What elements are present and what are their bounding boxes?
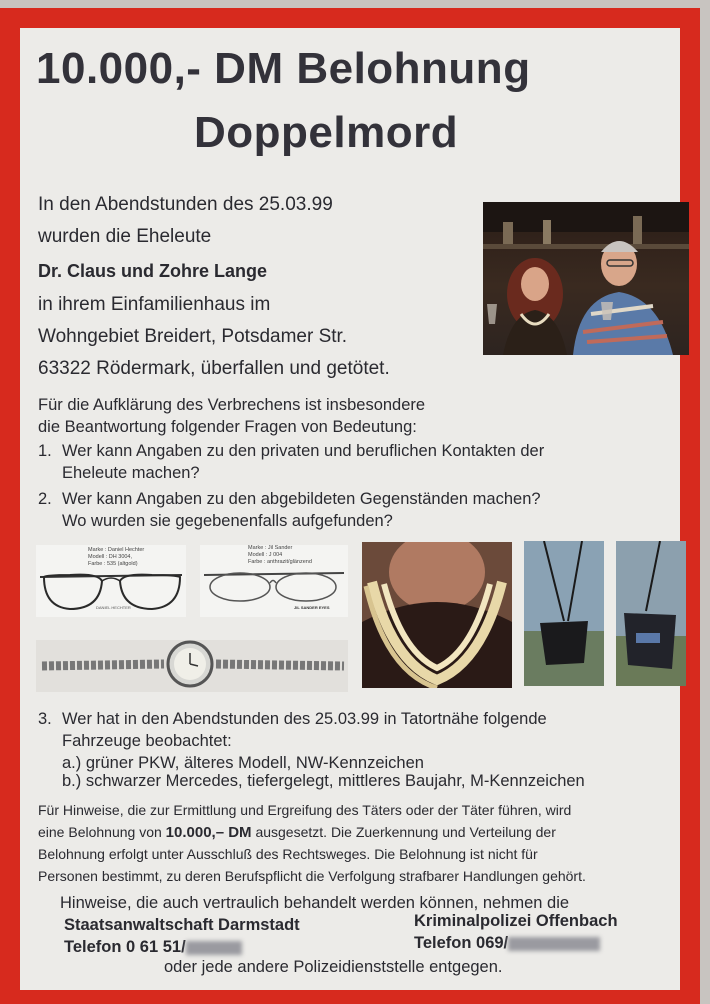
- questions-intro-line-1: Für die Aufklärung des Verbrechens ist insbesondere: [38, 396, 426, 414]
- question-3-number: 3.: [38, 710, 52, 728]
- reward-line-3: Belohnung erfolgt unter Ausschluß des Rechtsweges. Die Belohnung ist nicht für: [38, 846, 538, 862]
- reward-line-4: Personen bestimmt, zu deren Berufspflicht die Verfolgung strafbarer Handlungen gehört.: [38, 868, 586, 884]
- contact-intro: Hinweise, die auch vertraulich behandelt werden können, nehmen die: [60, 894, 570, 912]
- intro-line-2: wurden die Eheleute: [38, 226, 212, 247]
- question-2-line-1: Wer kann Angaben zu den abgebildeten Gegenständen machen?: [62, 490, 541, 508]
- handbag-photo-2: [616, 541, 686, 686]
- glasses-1-label-model: Modell : DH 3004,: [88, 554, 133, 560]
- victim-names: Dr. Claus und Zohre Lange: [38, 261, 268, 281]
- contact-closing: oder jede andere Polizeidienststelle entgegen.: [164, 958, 503, 976]
- contact-phone-left: Telefon 0 61 51/: [64, 936, 242, 958]
- glasses-photo-2: [200, 545, 348, 617]
- question-2-number: 2.: [38, 490, 52, 508]
- question-1-line-1: Wer kann Angaben zu den privaten und beruflichen Kontakten der: [62, 442, 545, 460]
- reward-line-1: Für Hinweise, die zur Ermittlung und Ergreifung des Täters oder der Täter führen, wird: [38, 802, 572, 818]
- necklace-photo: [362, 542, 512, 688]
- question-2-line-2: Wo wurden sie gegebenenfalls aufgefunden?: [62, 512, 393, 530]
- intro-line-1: In den Abendstunden des 25.03.99: [38, 194, 333, 215]
- questions-intro-line-2: die Beantwortung folgender Fragen von Bedeutung:: [38, 418, 417, 436]
- contact-office-left: Staatsanwaltschaft Darmstadt: [64, 916, 300, 934]
- intro-line-4: Wohngebiet Breidert, Potsdamer Str.: [38, 326, 348, 347]
- glasses-2-label-color: Farbe : anthrazit/glänzend: [248, 559, 312, 565]
- reward-line-2: eine Belohnung von 10.000,– DM ausgesetzt. Die Zuerkennung und Verteilung der: [38, 824, 556, 841]
- headline-reward: 10.000,- DM Belohnung: [36, 44, 531, 93]
- handbag-photo-1: [524, 541, 604, 686]
- glasses-2-temple-text: JIL SANDER EYES: [294, 605, 330, 610]
- question-3-line-2: Fahrzeuge beobachtet:: [62, 732, 232, 750]
- glasses-1-temple-text: DANIEL HECHTER: [96, 605, 131, 610]
- glasses-1-label-brand: Marke : Daniel Hechter: [88, 547, 145, 553]
- victims-photo: [483, 202, 689, 355]
- glasses-photo-1: [36, 545, 186, 617]
- watch-photo: [36, 640, 348, 692]
- intro-line-5: 63322 Rödermark, überfallen und getötet.: [38, 358, 390, 379]
- glasses-1-label-color: Farbe : 535 (altgold): [88, 561, 138, 567]
- vehicle-b: b.) schwarzer Mercedes, tiefergelegt, mittleres Baujahr, M-Kennzeichen: [62, 772, 585, 790]
- question-3-line-1: Wer hat in den Abendstunden des 25.03.99 in Tatortnähe folgende: [62, 710, 547, 728]
- glasses-2-label-brand: Marke : Jil Sander: [248, 545, 293, 551]
- question-1-line-2: Eheleute machen?: [62, 464, 200, 482]
- glasses-2-label-model: Modell : J 004: [248, 552, 283, 558]
- contact-office-right: Kriminalpolizei Offenbach: [414, 912, 618, 930]
- intro-line-3: in ihrem Einfamilienhaus im: [38, 294, 271, 315]
- contact-phone-right: Telefon 069/: [414, 932, 600, 954]
- question-1-number: 1.: [38, 442, 52, 460]
- vehicle-a: a.) grüner PKW, älteres Modell, NW-Kennzeichen: [62, 754, 424, 772]
- headline-title: Doppelmord: [194, 108, 459, 157]
